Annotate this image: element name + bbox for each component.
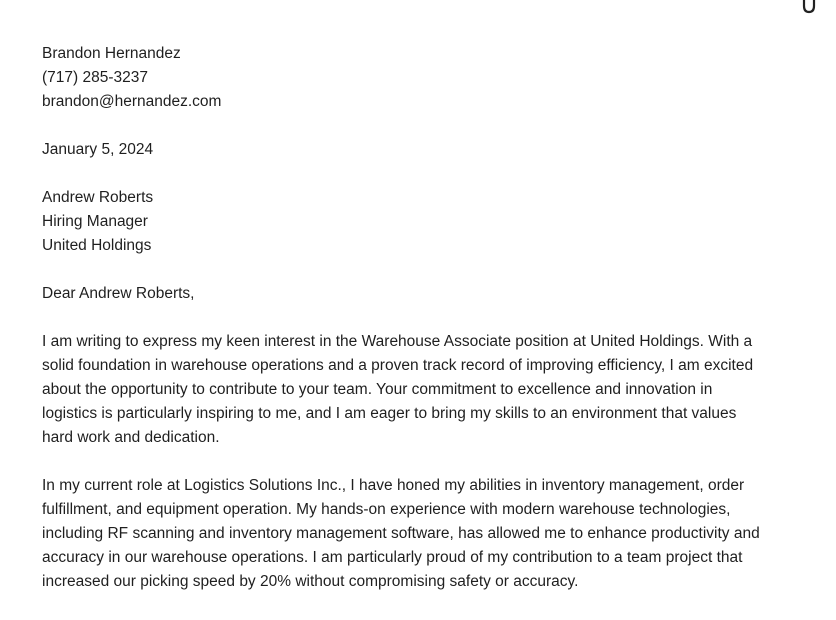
partial-glyph-icon	[802, 0, 816, 14]
paragraph-line: solid foundation in warehouse operations and a proven track record of improving efficiency, I am excited	[42, 357, 754, 374]
sender-block	[42, 42, 802, 114]
cover-letter	[42, 42, 802, 618]
paragraph-line: fulfillment, and equipment operation. My hands-on experience with modern warehouse technologies,	[42, 501, 731, 518]
paragraph-line: In my current role at Logistics Solutions Inc., I have honed my abilities in inventory management, order	[42, 477, 745, 494]
recipient-title: Hiring Manager	[42, 213, 148, 230]
recipient-block	[42, 186, 802, 258]
recipient-name: Andrew Roberts	[42, 189, 154, 206]
sender-phone: (717) 285-3237	[42, 69, 148, 86]
date-block	[42, 138, 802, 162]
body-paragraph-2	[42, 474, 802, 594]
letter-date: January 5, 2024	[42, 141, 154, 158]
paragraph-line: logistics is particularly inspiring to me, and I am eager to bring my skills to an environment that values	[42, 405, 737, 422]
sender-name: Brandon Hernandez	[42, 45, 181, 62]
body-paragraph-1	[42, 330, 802, 450]
paragraph-line: about the opportunity to contribute to your team. Your commitment to excellence and innovation in	[42, 381, 713, 398]
paragraph-line: increased our picking speed by 20% without compromising safety or accuracy.	[42, 573, 579, 590]
sender-email: brandon@hernandez.com	[42, 93, 222, 110]
salutation: Dear Andrew Roberts,	[42, 285, 195, 302]
paragraph-line: accuracy in our warehouse operations. I am particularly proud of my contribution to a team project that	[42, 549, 743, 566]
salutation-block	[42, 282, 802, 306]
paragraph-line: I am writing to express my keen interest in the Warehouse Associate position at United Holdings. With a	[42, 333, 753, 350]
paragraph-line: hard work and dedication.	[42, 429, 220, 446]
recipient-company: United Holdings	[42, 237, 152, 254]
paragraph-line: including RF scanning and inventory management software, has allowed me to enhance productivity and	[42, 525, 760, 542]
